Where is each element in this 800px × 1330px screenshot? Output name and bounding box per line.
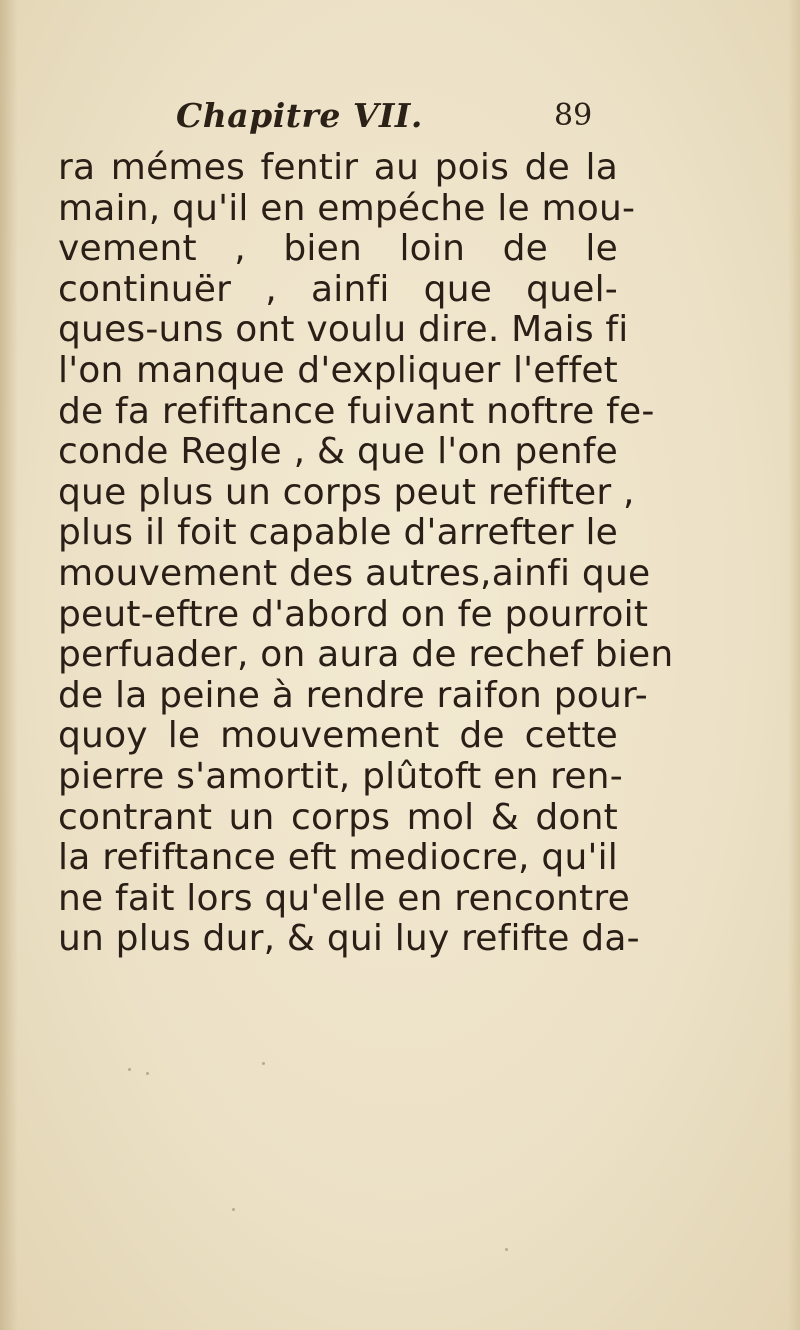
paper-speck bbox=[128, 1068, 131, 1071]
body-text bbox=[58, 147, 674, 960]
text-line: la refiftance eft mediocre, qu'il bbox=[58, 837, 618, 879]
text-line: conde Regle , & que l'on penfe bbox=[58, 431, 618, 473]
text-line: quoy le mouvement de cette bbox=[58, 715, 618, 757]
running-title: Chapitre VII. bbox=[176, 96, 423, 135]
text-line: pierre s'amortit, plûtoft en ren- bbox=[58, 755, 623, 797]
paper-speck bbox=[146, 1072, 149, 1075]
paper-speck bbox=[505, 1248, 508, 1251]
page-header bbox=[0, 96, 800, 146]
text-line: de la peine à rendre raifon pour- bbox=[58, 674, 648, 716]
text-line: vement , bien loin de le bbox=[58, 228, 618, 270]
text-line: plus il foit capable d'arrefter le bbox=[58, 512, 618, 554]
text-line: l'on manque d'expliquer l'effet bbox=[58, 349, 618, 391]
text-line: ques-uns ont voulu dire. Mais fi bbox=[58, 309, 629, 351]
paper-speck bbox=[232, 1208, 235, 1211]
page-left-edge-shadow bbox=[0, 0, 18, 1330]
text-line: ne fait lors qu'elle en rencontre bbox=[58, 877, 630, 919]
text-line: continuër , ainfi que quel- bbox=[58, 268, 618, 310]
paper-speck bbox=[262, 1062, 265, 1065]
text-line: de fa refiftance fuivant noftre fe- bbox=[58, 390, 655, 432]
text-line: ra mémes fentir au pois de la bbox=[58, 147, 618, 188]
text-line: contrant un corps mol & dont bbox=[58, 796, 618, 838]
text-line: perfuader, on aura de rechef bien bbox=[58, 634, 674, 676]
text-line: un plus dur, & qui luy refifte da- bbox=[58, 918, 640, 960]
page-right-edge-shadow bbox=[788, 0, 800, 1330]
page-number: 89 bbox=[554, 98, 593, 133]
text-line: mouvement des autres,ainfi que bbox=[58, 552, 651, 594]
text-line: que plus un corps peut refifter , bbox=[58, 471, 635, 513]
text-line: main, qu'il en empéche le mou- bbox=[58, 187, 636, 229]
text-line: peut-eftre d'abord on fe pourroit bbox=[58, 593, 649, 635]
